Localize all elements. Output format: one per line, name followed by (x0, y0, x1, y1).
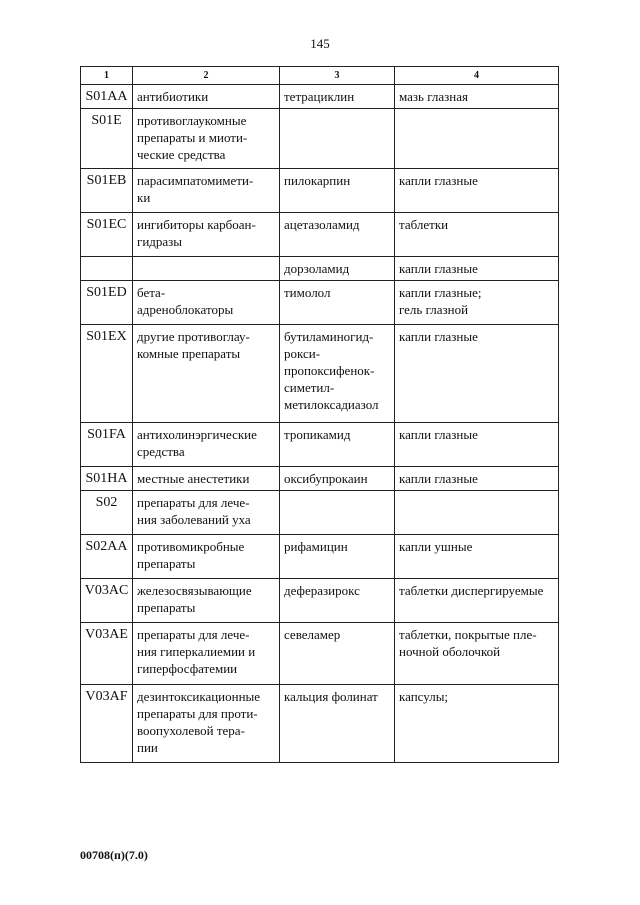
dosage-form-cell (395, 257, 559, 281)
atc-code-text: S02AA (85, 539, 128, 554)
table-row (81, 467, 559, 491)
drug-name-cell (280, 579, 395, 623)
group-name-text: противомикробные препараты (137, 539, 245, 571)
drug-name-cell (280, 491, 395, 535)
group-name-text: местные анестетики (137, 471, 250, 486)
column-header-1: 1 (81, 67, 133, 85)
group-name-cell (133, 325, 280, 423)
group-name-cell (133, 685, 280, 763)
drug-name-text: севеламер (284, 627, 341, 642)
group-name-text: другие противоглау- комные препараты (137, 329, 250, 361)
group-name-text: железосвязывающие препараты (137, 583, 252, 615)
group-name-cell (133, 169, 280, 213)
table-row (81, 491, 559, 535)
dosage-form-cell (395, 467, 559, 491)
atc-code-text: S01ED (86, 285, 127, 300)
atc-code-cell (81, 281, 133, 325)
dosage-form-cell (395, 535, 559, 579)
atc-code-text: V03AE (85, 627, 128, 642)
dosage-form-cell (395, 213, 559, 257)
atc-code-text: S01AA (85, 89, 128, 104)
dosage-form-cell (395, 623, 559, 685)
group-name-cell (133, 85, 280, 109)
atc-code-text: S01EC (86, 217, 127, 232)
group-name-cell (133, 535, 280, 579)
dosage-form-text: капли глазные (399, 329, 478, 344)
table-row (81, 535, 559, 579)
dosage-form-text: таблетки (399, 217, 449, 232)
dosage-form-cell (395, 85, 559, 109)
table-row (81, 109, 559, 169)
dosage-form-text: капли глазные; гель глазной (399, 285, 482, 317)
dosage-form-text: капли глазные (399, 427, 478, 442)
drug-name-cell (280, 169, 395, 213)
atc-code-cell (81, 109, 133, 169)
table-row (81, 281, 559, 325)
atc-code-cell (81, 685, 133, 763)
group-name-text: парасимпатомимети- ки (137, 173, 254, 205)
atc-code-text: S01EX (86, 329, 127, 344)
group-name-cell (133, 423, 280, 467)
table-row (81, 257, 559, 281)
dosage-form-text: капли глазные (399, 261, 478, 276)
drug-name-text: рифамицин (284, 539, 348, 554)
group-name-cell (133, 109, 280, 169)
table-row (81, 213, 559, 257)
table-row (81, 623, 559, 685)
drug-name-text: тетрациклин (284, 89, 355, 104)
drug-name-cell (280, 685, 395, 763)
drug-name-cell (280, 213, 395, 257)
drug-name-cell (280, 423, 395, 467)
group-name-cell (133, 491, 280, 535)
table-header-row (81, 67, 559, 85)
atc-code-cell (81, 491, 133, 535)
group-name-text: препараты для лече- ния гиперкалиемии и гиперфосфатемии (137, 627, 256, 676)
drug-name-text: бутиламиногид- рокси- пропоксифенок- симетил- метилоксадиазол (284, 329, 379, 412)
drug-name-text: ацетазоламид (284, 217, 360, 232)
dosage-form-cell (395, 109, 559, 169)
group-name-text: препараты для лече- ния заболеваний уха (137, 495, 251, 527)
dosage-form-text: мазь глазная (399, 89, 468, 104)
drug-name-cell (280, 535, 395, 579)
atc-code-cell (81, 623, 133, 685)
group-name-cell (133, 467, 280, 491)
atc-code-text: V03AC (84, 583, 129, 598)
atc-code-cell (81, 169, 133, 213)
dosage-form-text: капсулы; (399, 689, 449, 704)
atc-code-text: V03AF (85, 689, 128, 704)
group-name-cell (133, 213, 280, 257)
atc-code-text: S01E (91, 113, 122, 128)
drug-name-text: дорзоламид (284, 261, 350, 276)
group-name-text: бета- адреноблокаторы (137, 285, 234, 317)
atc-code-text: S01HA (85, 471, 128, 486)
atc-code-cell (81, 85, 133, 109)
group-name-cell (133, 257, 280, 281)
drug-name-cell (280, 257, 395, 281)
dosage-form-text: капли глазные (399, 471, 478, 486)
table-row (81, 685, 559, 763)
drug-name-cell (280, 85, 395, 109)
group-name-cell (133, 579, 280, 623)
dosage-form-cell (395, 579, 559, 623)
drug-name-cell (280, 325, 395, 423)
dosage-form-cell (395, 169, 559, 213)
drug-name-cell (280, 109, 395, 169)
atc-code-text: S02 (95, 495, 118, 510)
group-name-text: противоглаукомные препараты и миоти- ческие средства (137, 113, 248, 162)
dosage-form-cell (395, 423, 559, 467)
table-row (81, 423, 559, 467)
group-name-text: антибиотики (137, 89, 209, 104)
drug-name-text: кальция фолинат (284, 689, 378, 704)
atc-code-cell (81, 579, 133, 623)
group-name-text: антихолинэргические средства (137, 427, 257, 459)
group-name-cell (133, 281, 280, 325)
dosage-form-text: капли глазные (399, 173, 478, 188)
dosage-form-text: таблетки, покрытые пле- ночной оболочкой (399, 627, 537, 659)
drug-name-cell (280, 467, 395, 491)
atc-code-cell (81, 467, 133, 491)
group-name-cell (133, 623, 280, 685)
dosage-form-text: таблетки диспергируемые (399, 583, 544, 598)
atc-code-text: S01FA (87, 427, 126, 442)
drug-name-cell (280, 281, 395, 325)
dosage-form-text: капли ушные (399, 539, 473, 554)
atc-code-cell (81, 257, 133, 281)
table-row (81, 579, 559, 623)
atc-code-text: S01EB (86, 173, 127, 188)
drug-table (80, 66, 559, 763)
group-name-text: ингибиторы карбоан- гидразы (137, 217, 256, 249)
dosage-form-cell (395, 685, 559, 763)
atc-code-cell (81, 535, 133, 579)
atc-code-cell (81, 423, 133, 467)
dosage-form-cell (395, 325, 559, 423)
dosage-form-cell (395, 491, 559, 535)
column-header-2: 2 (133, 67, 280, 85)
atc-code-cell (81, 325, 133, 423)
group-name-text: дезинтоксикационные препараты для проти- воопухолевой тера- пии (137, 689, 261, 755)
dosage-form-cell (395, 281, 559, 325)
document-code: 00708(п)(7.0) (80, 848, 148, 862)
drug-name-text: тропикамид (284, 427, 351, 442)
table-body (81, 85, 559, 763)
drug-name-text: оксибупрокаин (284, 471, 368, 486)
drug-name-text: деферазирокс (284, 583, 360, 598)
drug-name-text: тимолол (284, 285, 331, 300)
table-row (81, 169, 559, 213)
atc-code-cell (81, 213, 133, 257)
drug-name-cell (280, 623, 395, 685)
page-number: 145 (310, 36, 330, 51)
column-header-3: 3 (280, 67, 395, 85)
table-row (81, 85, 559, 109)
table-row (81, 325, 559, 423)
column-header-4: 4 (395, 67, 559, 85)
drug-name-text: пилокарпин (284, 173, 351, 188)
